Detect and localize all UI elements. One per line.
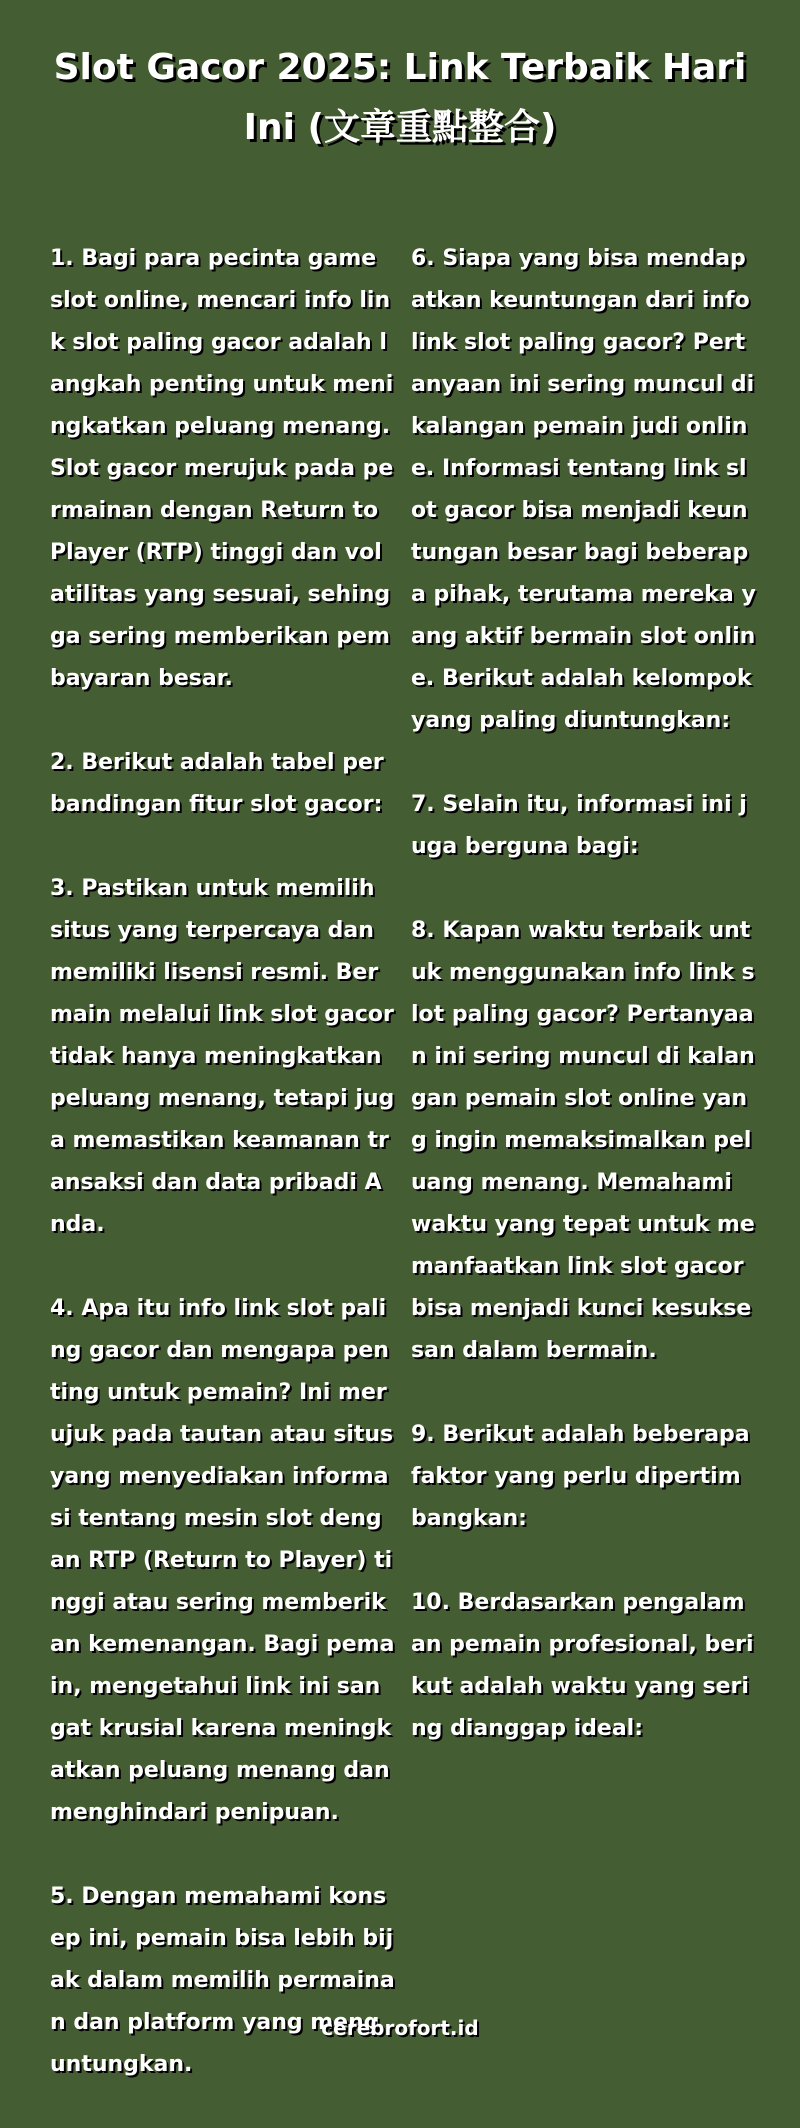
list-item-8: 8. Kapan waktu terbaik untuk menggunakan info link slot paling gacor? Pertanyaan ini sering muncul di kalangan pemain slot online yang ingin memaksimalkan peluang menang. Memahami waktu yang tepat untuk memanfaatkan link slot gacor bisa menjadi kunci kesuksesan dalam bermain. [411, 918, 755, 1363]
right-column [411, 238, 762, 1792]
list-item-10: 10. Berdasarkan pengalaman pemain profesional, berikut adalah waktu yang sering dianggap ideal: [411, 1590, 754, 1741]
list-item-3: 3. Pastikan untuk memilih situs yang terpercaya dan memiliki lisensi resmi. Bermain melalui link slot gacor tidak hanya meningkatkan peluang menang, tetapi juga memastikan keamanan transaksi dan data pribadi Anda. [50, 876, 402, 1237]
list-item-1: 1. Bagi para pecinta game slot online, mencari info link slot paling gacor adalah langkah penting untuk meningkatkan peluang menang. Slot gacor merujuk pada permainan dengan Return to Player (RTP) tinggi dan volatilitas yang sesuai, sehingga sering memberikan pembayaran besar. [50, 246, 398, 691]
page-title: Slot Gacor 2025: Link Terbaik Hari Ini (文章重點整合) [53, 47, 747, 148]
list-item-9: 9. Berikut adalah beberapa faktor yang perlu dipertimbangkan: [411, 1422, 758, 1531]
list-item-5: 5. Dengan memahami konsep ini, pemain bisa lebih bijak dalam memilih permainan dan platform yang menguntungkan. [50, 1884, 395, 2077]
list-item-6: 6. Siapa yang bisa mendapatkan keuntungan dari info link slot paling gacor? Pertanyaan ini sering muncul di kalangan pemain judi online. Informasi tentang link slot gacor bisa menjadi keuntungan besar bagi beberapa pihak, terutama mereka yang aktif bermain slot online. Berikut adalah kelompok yang paling diuntungkan: [411, 246, 762, 733]
site-domain: cerebrofort.id [321, 2016, 479, 2040]
list-item-2: 2. Berikut adalah tabel perbandingan fitur slot gacor: [50, 750, 384, 817]
list-item-7: 7. Selain itu, informasi ini juga berguna bagi: [411, 792, 747, 859]
list-item-4: 4. Apa itu info link slot paling gacor dan mengapa penting untuk pemain? Ini merujuk pada tautan atau situs yang menyediakan informasi tentang mesin slot dengan RTP (Return to Player) tinggi atau sering memberikan kemenangan. Bagi pemain, mengetahui link ini sangat krusial karena meningkatkan peluang menang dan menghindari penipuan. [50, 1296, 401, 1825]
